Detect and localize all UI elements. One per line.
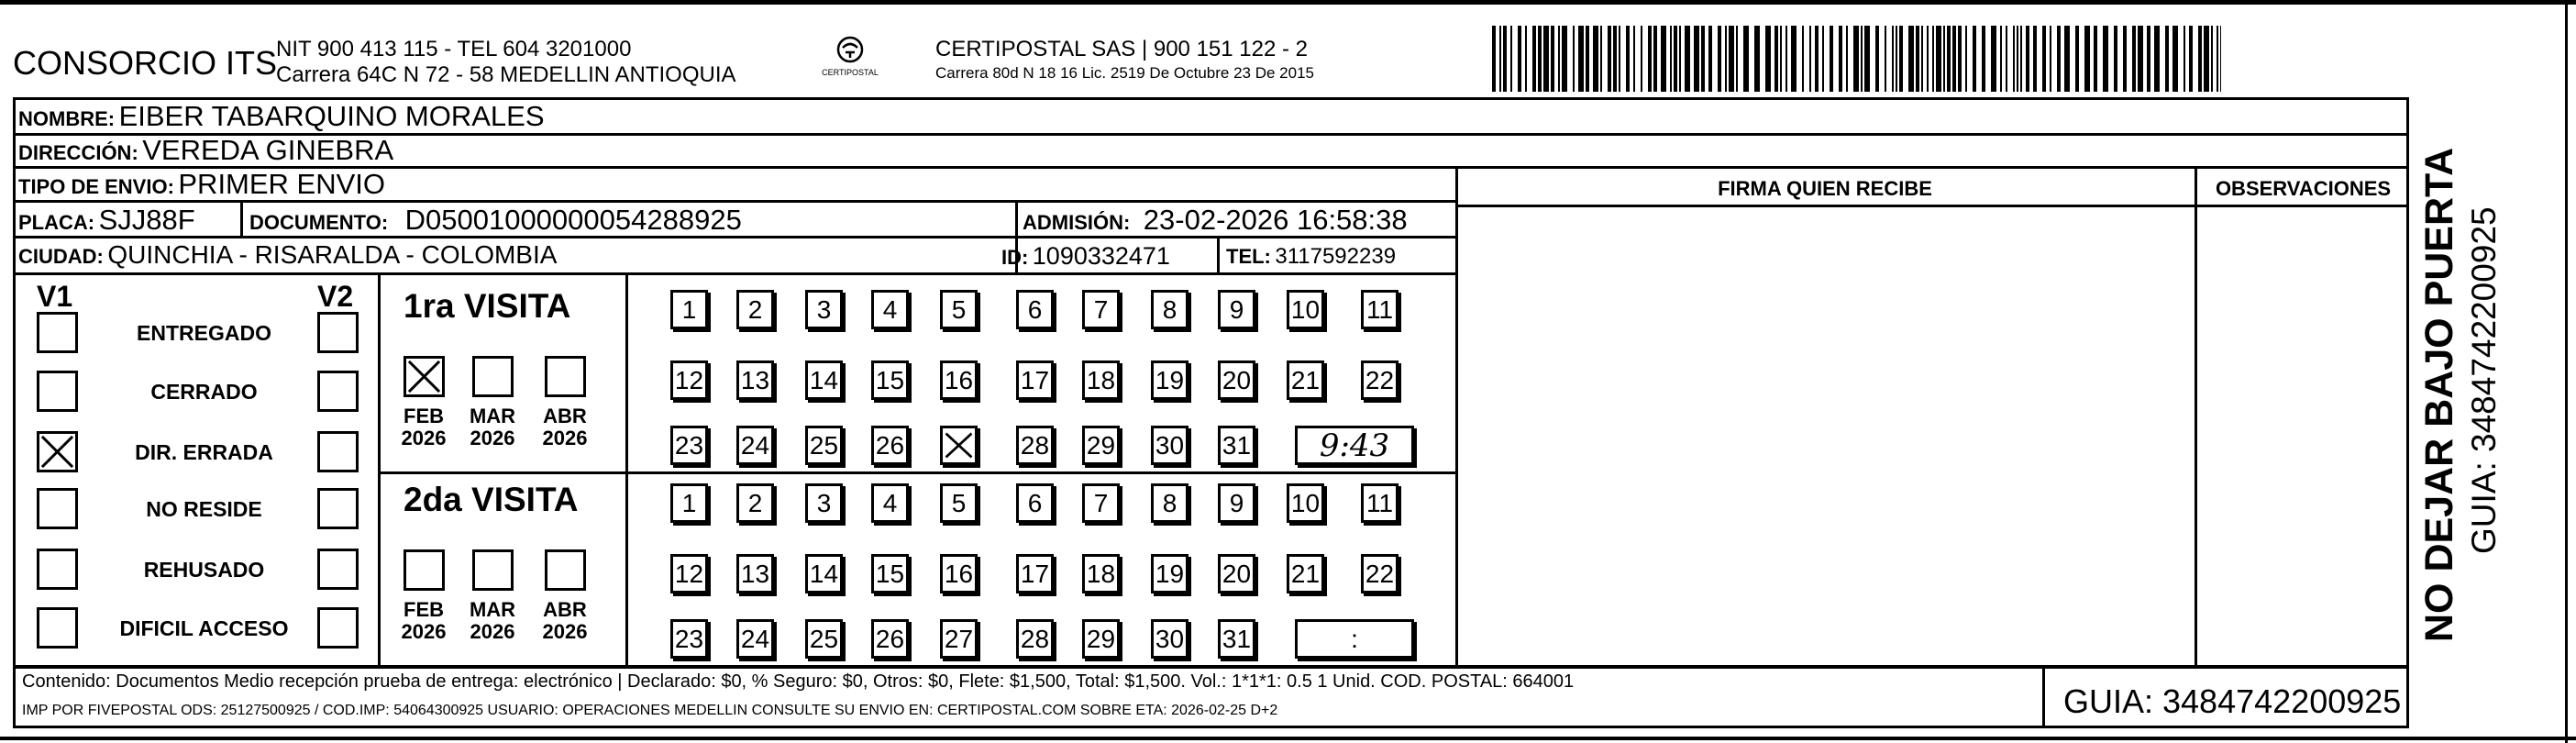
day-number: 8 — [1162, 295, 1177, 324]
id-value: 1090332471 — [1032, 242, 1170, 270]
day-number: 30 — [1155, 431, 1185, 460]
footer-content: Contenido: Documentos Medio recepción prueba de entrega: electrónico | Declarado: $0, % Seguro: $0, Otros: $0, Flete: $1,500, Total: $1,500. Vol.: 1*1*1: 0.5 1 Unid. COD. POSTAL: 664001 — [22, 671, 1575, 692]
day-number: 28 — [1020, 431, 1050, 460]
side-guia: GUIA: 3484742200925 — [2465, 206, 2503, 554]
month-checkbox[interactable] — [545, 549, 586, 591]
month-label: MAR 2026 — [469, 405, 516, 449]
v2-checkbox[interactable] — [317, 371, 359, 412]
firma-header: FIRMA QUIEN RECIBE — [1718, 177, 1932, 200]
day-number: 20 — [1222, 366, 1252, 394]
day-box[interactable] — [940, 554, 978, 593]
day-number: 17 — [1020, 366, 1050, 394]
day-number: 5 — [951, 489, 967, 517]
tel-value: 3117592239 — [1275, 244, 1397, 269]
day-box[interactable] — [670, 554, 708, 593]
day-number: 2 — [747, 295, 763, 324]
certipostal-line2: Carrera 80d N 18 16 Lic. 2519 De Octubre 23 De 2015 — [935, 64, 1314, 82]
status-label: CERRADO — [150, 380, 258, 404]
day-number: 4 — [882, 295, 898, 324]
day-box[interactable] — [871, 554, 909, 593]
day-number: 23 — [674, 431, 704, 460]
v1-checkbox[interactable] — [37, 488, 78, 529]
day-number: 21 — [1290, 366, 1321, 394]
day-box[interactable] — [871, 483, 909, 523]
month-label: MAR 2026 — [469, 598, 516, 643]
day-number: 26 — [875, 431, 905, 460]
day-number: 15 — [875, 366, 905, 394]
day-number: 12 — [674, 366, 704, 394]
placa-value: SJJ88F — [98, 204, 195, 236]
day-number: 18 — [1086, 366, 1116, 394]
v2-checkbox[interactable] — [317, 607, 359, 649]
day-box[interactable] — [1016, 426, 1054, 465]
day-box[interactable] — [1016, 619, 1054, 659]
status-label: DIFICIL ACCESO — [119, 616, 289, 640]
day-number: 7 — [1093, 489, 1109, 517]
certipostal-line1: CERTIPOSTAL SAS | 900 151 122 - 2 — [935, 37, 1308, 61]
day-number: 25 — [809, 431, 839, 460]
day-number: 13 — [740, 560, 770, 588]
day-box[interactable] — [1287, 554, 1324, 593]
side-warning: NO DEJAR BAJO PUERTA — [2417, 147, 2461, 642]
day-box[interactable] — [1361, 360, 1399, 400]
day-box[interactable] — [670, 290, 708, 329]
day-number: 28 — [1020, 625, 1050, 653]
day-box[interactable] — [805, 554, 843, 593]
day-number: 13 — [740, 366, 770, 394]
day-number: 24 — [740, 625, 770, 653]
day-number: 19 — [1155, 560, 1185, 588]
day-box[interactable] — [940, 483, 978, 523]
day-box[interactable] — [871, 619, 909, 659]
day-number: 16 — [944, 366, 974, 394]
day-number: 1 — [681, 489, 697, 517]
day-number: 9 — [1229, 489, 1244, 517]
day-number: 21 — [1290, 560, 1321, 588]
day-number: 15 — [875, 560, 905, 588]
v2-checkbox[interactable] — [317, 431, 359, 472]
day-number: 29 — [1086, 625, 1116, 653]
day-number: 8 — [1162, 489, 1177, 517]
tel-field — [1226, 244, 1396, 270]
day-number: 24 — [740, 431, 770, 460]
day-number: 12 — [674, 560, 704, 588]
admision-value: 23-02-2026 16:58:38 — [1143, 204, 1408, 236]
v1-checkbox[interactable] — [37, 312, 78, 353]
tipo-label: TIPO DE ENVIO: — [18, 175, 174, 198]
ciudad-label: CIUDAD: — [18, 245, 104, 268]
day-box[interactable] — [1361, 554, 1399, 593]
day-number: 19 — [1155, 366, 1185, 394]
month-checkbox[interactable] — [472, 549, 514, 591]
day-box[interactable] — [736, 619, 774, 659]
day-number: 29 — [1086, 431, 1116, 460]
placa-field — [18, 204, 195, 237]
barcode — [1492, 26, 2221, 92]
bottom-edge — [0, 737, 2576, 740]
company-name: CONSORCIO ITS — [13, 44, 278, 82]
day-box[interactable] — [1082, 619, 1120, 659]
v2-checkbox[interactable] — [317, 312, 359, 353]
tipo-value: PRIMER ENVIO — [178, 168, 386, 200]
tel-label: TEL: — [1226, 245, 1271, 268]
status-label: NO RESIDE — [146, 497, 262, 521]
day-number: 27 — [944, 625, 974, 653]
month-checkbox[interactable] — [545, 356, 586, 397]
day-box[interactable] — [1218, 360, 1255, 400]
day-box[interactable] — [1082, 426, 1120, 465]
day-box[interactable] — [1151, 483, 1188, 523]
v1-label: V1 — [37, 280, 73, 313]
day-box[interactable] — [1287, 360, 1324, 400]
direccion-value: VEREDA GINEBRA — [142, 134, 394, 166]
second-visit-title: 2da VISITA — [404, 481, 579, 518]
day-box[interactable] — [1151, 426, 1188, 465]
day-number: 31 — [1222, 431, 1252, 460]
day-box[interactable] — [940, 290, 978, 329]
day-number: 10 — [1290, 489, 1321, 517]
ciudad-field — [18, 240, 557, 270]
day-number: 9 — [1229, 295, 1244, 324]
company-nit: NIT 900 413 115 - TEL 604 3201000 — [276, 37, 632, 61]
day-box[interactable] — [1287, 290, 1324, 329]
day-number: 3 — [816, 295, 832, 324]
day-box[interactable] — [670, 360, 708, 400]
day-number: 6 — [1027, 295, 1043, 324]
day-box[interactable] — [1016, 360, 1054, 400]
nombre-label: NOMBRE: — [18, 107, 116, 130]
day-box[interactable] — [1016, 290, 1054, 329]
status-label: DIR. ERRADA — [135, 440, 273, 464]
day-box[interactable] — [1082, 290, 1120, 329]
day-box[interactable] — [1151, 290, 1188, 329]
day-number: 30 — [1155, 625, 1185, 653]
top-edge — [0, 0, 2576, 5]
day-box[interactable] — [736, 290, 774, 329]
v1-checkbox[interactable] — [37, 549, 78, 590]
day-box[interactable] — [871, 290, 909, 329]
day-box[interactable] — [805, 619, 843, 659]
month-label: FEB 2026 — [401, 405, 447, 449]
v1-checkbox[interactable] — [37, 607, 78, 649]
admision-field — [1023, 204, 1408, 237]
day-box[interactable] — [940, 619, 978, 659]
day-box[interactable] — [1218, 426, 1255, 465]
company-address: Carrera 64C N 72 - 58 MEDELLIN ANTIOQUIA — [276, 62, 736, 87]
day-number: 3 — [816, 489, 832, 517]
day-number: 22 — [1365, 560, 1395, 588]
tipo-field — [18, 168, 385, 201]
day-number: 7 — [1093, 295, 1109, 324]
day-box[interactable] — [1082, 554, 1120, 593]
v2-label: V2 — [317, 280, 354, 313]
direccion-label: DIRECCIÓN: — [18, 141, 138, 164]
admision-label: ADMISIÓN: — [1023, 211, 1131, 234]
day-box[interactable] — [1016, 554, 1054, 593]
day-number: 14 — [809, 366, 839, 394]
day-box[interactable] — [1016, 483, 1054, 523]
documento-field — [249, 204, 742, 237]
month-checkbox[interactable] — [472, 356, 514, 397]
day-number: 25 — [809, 625, 839, 653]
day-box[interactable] — [1218, 619, 1255, 659]
documento-label: DOCUMENTO: — [249, 211, 389, 234]
v2-checkbox[interactable] — [317, 488, 359, 529]
day-box[interactable] — [940, 360, 978, 400]
id-field — [1001, 242, 1170, 271]
id-label: ID: — [1001, 246, 1029, 269]
day-box[interactable] — [1082, 483, 1120, 523]
documento-value: D05001000000054288925 — [404, 204, 742, 236]
ciudad-value: QUINCHIA - RISARALDA - COLOMBIA — [107, 240, 558, 269]
month-checkbox[interactable] — [404, 549, 445, 591]
day-box[interactable] — [871, 360, 909, 400]
day-box[interactable] — [1287, 483, 1324, 523]
second-visit-time[interactable]: : — [1295, 619, 1414, 659]
direccion-field — [18, 134, 393, 167]
day-number: 23 — [674, 625, 704, 653]
right-edge — [2565, 0, 2568, 743]
day-box[interactable] — [805, 360, 843, 400]
day-box[interactable] — [940, 426, 978, 465]
day-number: 2 — [747, 489, 763, 517]
day-number: 1 — [681, 295, 697, 324]
day-number: 17 — [1020, 560, 1050, 588]
day-box[interactable] — [1151, 360, 1188, 400]
status-label: ENTREGADO — [137, 321, 271, 345]
day-number: 22 — [1365, 366, 1395, 394]
first-visit-time[interactable]: 9:43 — [1295, 426, 1414, 465]
day-box[interactable] — [670, 619, 708, 659]
day-box[interactable] — [736, 554, 774, 593]
day-number: 18 — [1086, 560, 1116, 588]
month-label: FEB 2026 — [401, 598, 447, 643]
day-box[interactable] — [805, 483, 843, 523]
certipostal-logo: CERTIPOSTAL — [809, 35, 891, 81]
day-number: 6 — [1027, 489, 1043, 517]
day-number: 20 — [1222, 560, 1252, 588]
month-checkbox[interactable] — [404, 356, 445, 397]
day-box[interactable] — [1361, 483, 1399, 523]
day-box[interactable] — [670, 426, 708, 465]
footer-guia: GUIA: 3484742200925 — [2063, 682, 2402, 720]
day-number: 11 — [1365, 489, 1394, 517]
day-box[interactable] — [736, 360, 774, 400]
placa-label: PLACA: — [18, 211, 95, 234]
first-visit-title: 1ra VISITA — [404, 287, 571, 325]
day-box[interactable] — [1361, 290, 1399, 329]
day-box[interactable] — [1218, 554, 1255, 593]
day-box[interactable] — [1151, 619, 1188, 659]
day-number: 11 — [1365, 295, 1394, 324]
footer-print-info: IMP POR FIVEPOSTAL ODS: 25127500925 / COD.IMP: 54064300925 USUARIO: OPERACIONES MEDELLIN CONSULTE SU ENVIO EN: CERTIPOSTAL.COM SOBRE ETA: 2026-02-25 D+2 — [22, 703, 1278, 718]
day-box[interactable] — [1218, 290, 1255, 329]
day-box[interactable] — [1151, 554, 1188, 593]
day-box[interactable] — [670, 483, 708, 523]
status-label: REHUSADO — [143, 558, 265, 582]
v1-checkbox[interactable] — [37, 431, 78, 472]
day-box[interactable] — [736, 483, 774, 523]
day-number: 14 — [809, 560, 839, 588]
nombre-field — [18, 100, 545, 133]
day-number: 4 — [882, 489, 898, 517]
day-number: 31 — [1222, 625, 1252, 653]
nombre-value: EIBER TABARQUINO MORALES — [118, 100, 545, 132]
day-box[interactable] — [1082, 360, 1120, 400]
day-box[interactable] — [736, 426, 774, 465]
day-number: 5 — [951, 295, 967, 324]
day-box[interactable] — [805, 290, 843, 329]
day-number: 16 — [944, 560, 974, 588]
day-box[interactable] — [805, 426, 843, 465]
observaciones-header: OBSERVACIONES — [2215, 177, 2392, 200]
day-number: 26 — [875, 625, 905, 653]
v1-checkbox[interactable] — [37, 371, 78, 412]
day-box[interactable] — [1218, 483, 1255, 523]
v2-checkbox[interactable] — [317, 549, 359, 590]
day-box[interactable] — [871, 426, 909, 465]
month-label: ABR 2026 — [542, 598, 588, 643]
month-label: ABR 2026 — [542, 405, 588, 449]
day-number: 10 — [1290, 295, 1321, 324]
